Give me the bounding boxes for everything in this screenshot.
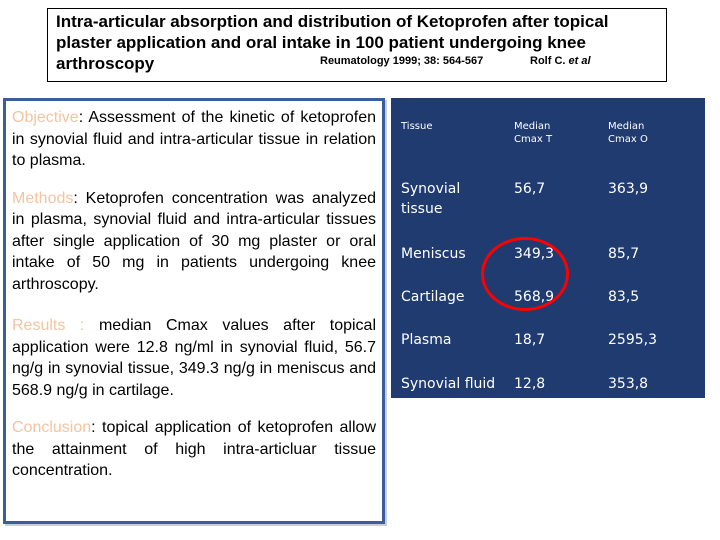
header-cmax-o: Median Cmax O bbox=[608, 121, 648, 145]
conclusion-text: : topical application of ketoprofen allow the attainment of high intra-articluar tissue concentration. bbox=[12, 419, 376, 479]
cell-cmax-t: 568,9 bbox=[514, 289, 555, 305]
cell-cmax-o: 83,5 bbox=[608, 289, 640, 305]
cell-tissue: Cartilage bbox=[401, 289, 465, 305]
header-cmax-t: Median Cmax T bbox=[514, 121, 553, 145]
cell-cmax-o: 2595,3 bbox=[608, 332, 657, 348]
methods-text: : Ketoprofen concentration was analyzed in plasma, synovial fluid and intra-articular tissues after single application of 30 mg plaster or oral intake of 50 mg in patients undergoing knee arthroscopy. bbox=[12, 189, 376, 293]
slide-title: Intra-articular absorption and distribution of Ketoprofen after topical plaster application and oral intake in 100 patient undergoing knee arthroscopy bbox=[56, 12, 609, 73]
author-etal: et al bbox=[568, 55, 591, 67]
conclusion-label: Conclusion bbox=[12, 419, 92, 436]
cell-tissue: Plasma bbox=[401, 332, 452, 348]
cell-tissue: Synovial tissue bbox=[401, 181, 461, 217]
author bbox=[530, 55, 591, 67]
cell-cmax-t: 18,7 bbox=[514, 332, 546, 348]
results-label: Results : bbox=[12, 317, 85, 334]
header-tissue: Tissue bbox=[401, 121, 433, 132]
results-paragraph bbox=[12, 315, 376, 401]
cell-cmax-o: 363,9 bbox=[608, 181, 649, 197]
highlight-circle bbox=[481, 237, 569, 311]
cell-cmax-o: 85,7 bbox=[608, 246, 640, 262]
objective-paragraph bbox=[12, 107, 376, 172]
cell-cmax-o: 353,8 bbox=[608, 376, 649, 392]
conclusion-paragraph bbox=[12, 417, 376, 482]
results-text: median Cmax values after topical application were 12.8 ng/ml in synovial fluid, 56.7 ng/g in synovial tissue, 349.3 ng/g in meniscus and 568.9 ng/g in cartilage. bbox=[12, 317, 376, 399]
objective-text: : Assessment of the kinetic of ketoprofen in synovial fluid and intra-articular tissue in relation to plasma. bbox=[12, 109, 376, 169]
cell-cmax-t: 12,8 bbox=[514, 376, 546, 392]
cell-tissue: Synovial fluid bbox=[401, 376, 496, 392]
citation: Reumatology 1999; 38: 564-567 bbox=[320, 55, 484, 67]
title-box bbox=[47, 8, 667, 82]
cell-tissue: Meniscus bbox=[401, 246, 466, 262]
methods-paragraph bbox=[12, 188, 376, 296]
cell-cmax-t: 349,3 bbox=[514, 246, 555, 262]
author-name: Rolf C. bbox=[530, 55, 566, 67]
objective-label: Objective bbox=[12, 109, 79, 126]
abstract-panel bbox=[3, 98, 385, 524]
cell-cmax-t: 56,7 bbox=[514, 181, 546, 197]
methods-label: Methods bbox=[12, 189, 74, 207]
